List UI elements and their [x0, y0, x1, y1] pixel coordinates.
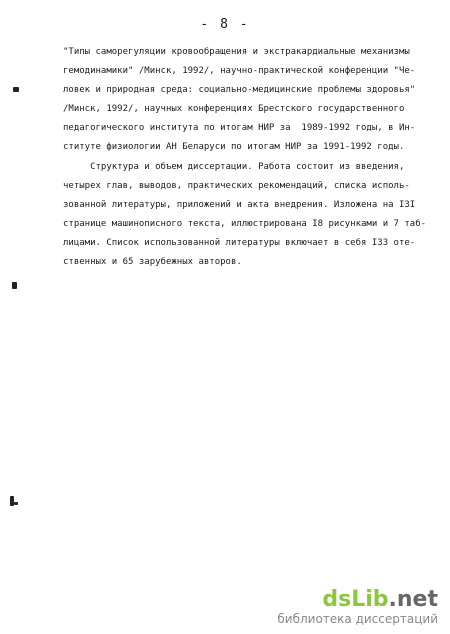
text-line: ституте физиологии АН Беларуси по итогам НИР за 1991-1992 годы. — [63, 142, 405, 152]
text-line: четырех глав, выводов, практических рекомендаций, списка исполь- — [63, 181, 410, 191]
text-line: гемодинамики" /Минск, 1992/, научно-практической конференции "Че- — [63, 66, 416, 76]
watermark-logo — [277, 588, 438, 612]
page-number: - 8 - — [200, 17, 250, 32]
text-line: странице машинописного текста, иллюстрирована I8 рисунками и 7 таб- — [63, 219, 427, 229]
watermark-logo-ds: ds — [322, 587, 352, 612]
text-line: педагогического института по итогам НИР за 1989-1992 годы, в Ин- — [63, 123, 416, 133]
watermark-logo-net: .net — [388, 587, 438, 612]
scan-speck — [13, 87, 19, 92]
text-line: лицами. Список использованной литературы включает в себя I33 оте- — [63, 238, 416, 248]
text-line: ственных и 65 зарубежных авторов. — [63, 257, 242, 267]
scan-speck — [14, 502, 18, 505]
text-line: "Типы саморегуляции кровообращения и экстракардиальные механизмы — [63, 47, 410, 57]
text-line: зованной литературы, приложений и акта внедрения. Изложена на I3I — [63, 200, 416, 210]
watermark-logo-lib: Lib — [351, 587, 389, 612]
scan-speck — [12, 282, 17, 289]
text-line: ловек и природная среда: социально-медицинские проблемы здоровья" — [63, 85, 416, 95]
text-line: /Минск, 1992/, научных конференциях Брестского государственного — [63, 104, 405, 114]
text-line: Структура и объем диссертации. Работа состоит из введения, — [63, 162, 405, 172]
watermark — [277, 588, 438, 626]
watermark-subtitle: библиотека диссертаций — [277, 612, 438, 626]
